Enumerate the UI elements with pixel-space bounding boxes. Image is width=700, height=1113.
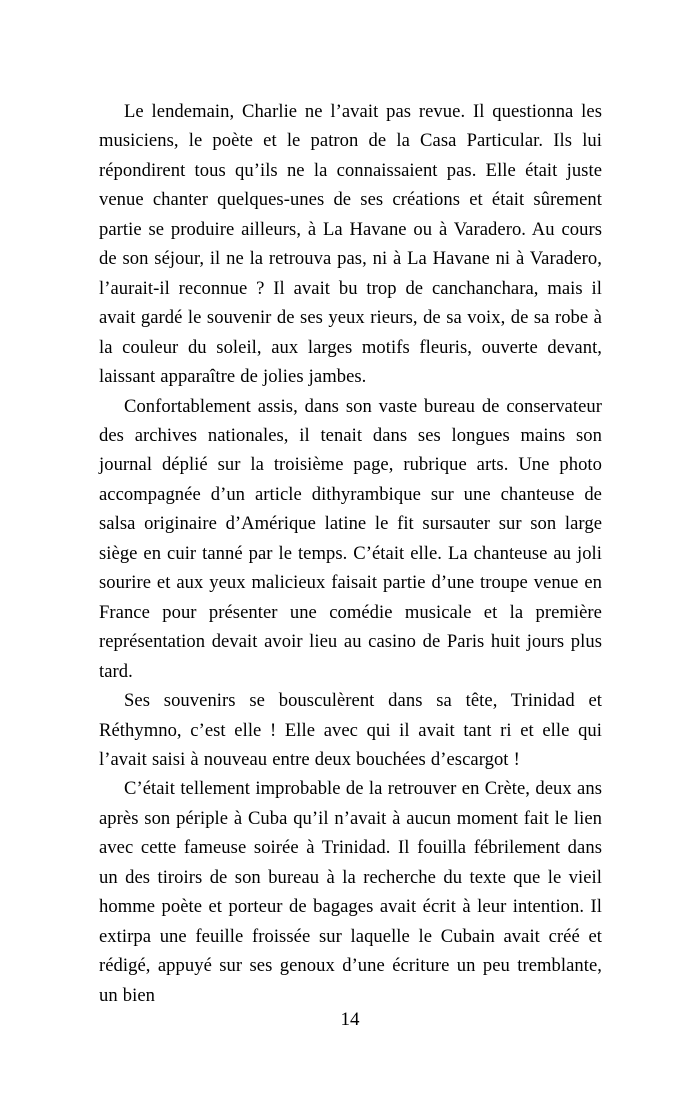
page-number: 14 [340,1009,360,1030]
paragraph: Ses souvenirs se bousculèrent dans sa tête, Trinidad et Réthymno, c’est elle ! Elle avec qui il avait tant ri et elle qui l’avait saisi à nouveau entre deux bouchées d’escargot ! [99,690,602,770]
paragraph: Le lendemain, Charlie ne l’avait pas revue. Il questionna les musiciens, le poète et le patron de la Casa Particular. Ils lui répondirent tous qu’ils ne la connaissaient pas. Elle était juste venue chanter quelques-unes de ses créations et était sûrement partie se produire ailleurs, à La Havane ou à Varadero. Au cours de son séjour, il ne la retrouva pas, ni à La Havane ni à Varadero, l’aurait-il reconnue ? Il avait bu trop de canchanchara, mais il avait gardé le souvenir de ses yeux rieurs, de sa voix, de sa robe à la couleur du soleil, aux larges motifs fleuris, ouverte devant, laissant apparaître de jolies jambes. [99,101,602,388]
paragraph: Confortablement assis, dans son vaste bureau de conservateur des archives nationales, il tenait dans ses longues mains son journal déplié sur la troisième page, rubrique arts. Une photo accompagnée d’un article dithyrambique sur une chanteuse de salsa originaire d’Amérique latine le fit sursauter sur son large siège en cuir tanné par le temps. C’était elle. La chanteuse au joli sourire et aux yeux malicieux faisait partie d’une troupe venue en France pour présenter une comédie musicale et la première représentation devait avoir lieu au casino de Paris huit jours plus tard. [99,395,602,682]
body-text-column [99,97,602,1010]
paragraph: C’était tellement improbable de la retrouver en Crète, deux ans après son périple à Cuba qu’il n’avait à aucun moment fait le lien avec cette fameuse soirée à Trinidad. Il fouilla fébrilement dans un des tiroirs de son bureau à la recherche du texte que le vieil homme poète et porteur de bagages avait écrit à leur intention. Il extirpa une feuille froissée sur laquelle le Cubain avait créé et rédigé, appuyé sur ses genoux d’une écriture un peu tremblante, un bien [99,778,602,1006]
